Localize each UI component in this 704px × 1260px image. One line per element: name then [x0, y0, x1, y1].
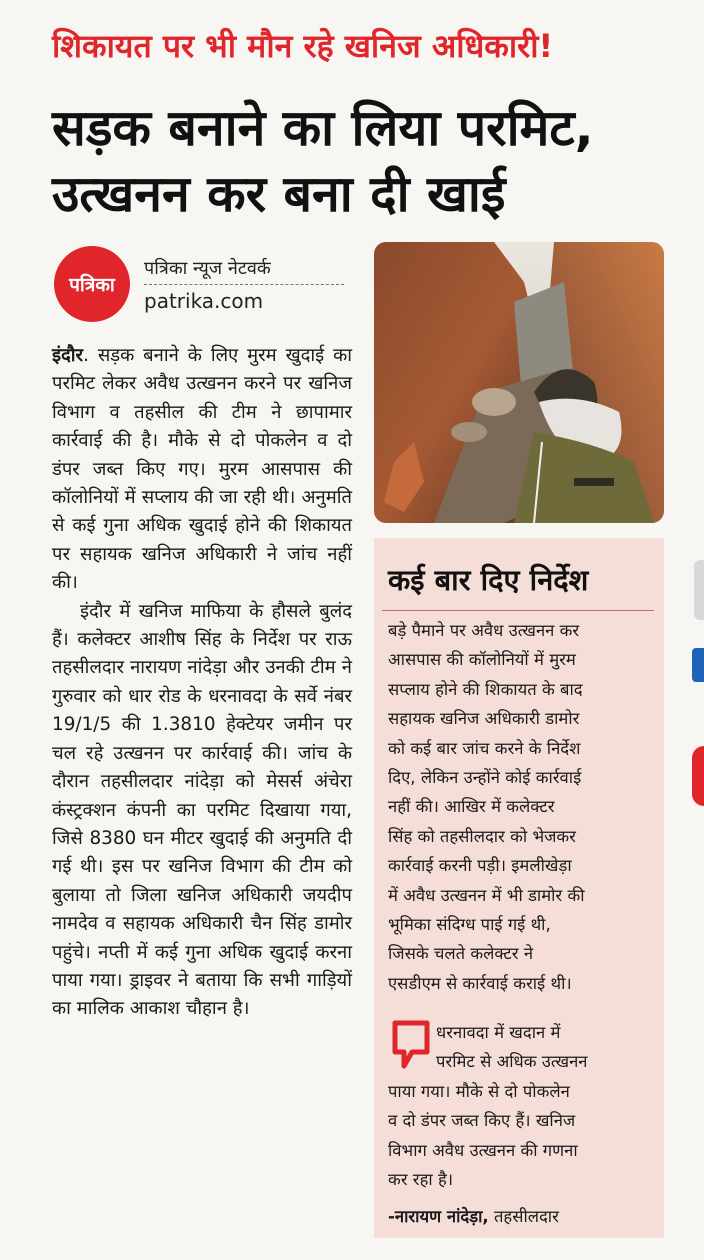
- main-headline: [52, 95, 692, 227]
- sidebar-divider: [382, 610, 654, 611]
- sidebar-line: आसपास की कॉलोनियों में मुरम: [388, 650, 576, 670]
- quote-icon: [392, 1020, 430, 1070]
- sidebar-line: सहायक खनिज अधिकारी डामोर: [388, 709, 580, 729]
- article-paragraph-1: [52, 342, 352, 598]
- article-body: [52, 342, 352, 1024]
- headline-line-1: सड़क बनाने का लिया परमिट,: [52, 99, 594, 157]
- sidebar-line: नहीं की। आखिर में कलेक्टर: [388, 797, 555, 817]
- news-photo: [374, 242, 664, 523]
- sidebar-line: में अवैध उत्खनन में भी डामोर की: [388, 885, 585, 905]
- sidebar-line: भूमिका संदिग्ध पाई गई थी,: [388, 915, 551, 935]
- logo-text: पत्रिका: [69, 274, 115, 296]
- sidebar-line: बड़े पैमाने पर अवैध उत्खनन कर: [388, 621, 580, 640]
- quote-line: कर रहा है।: [388, 1170, 454, 1190]
- sidebar-box: [374, 538, 664, 1238]
- quote-role: तहसीलदार: [488, 1207, 559, 1227]
- quote-line: विभाग अवैध उत्खनन की गणना: [388, 1140, 578, 1160]
- official-quote: [388, 1018, 656, 1232]
- paragraph-1-text: . सड़क बनाने के लिए मुरम खुदाई का परमिट लेकर अवैध उत्खनन करने पर खनिज विभाग व तहसील की टीम ने छापामार कार्रवाई की है। मौके से दो पोकलेन व दो डंपर जब्त किए गए। मुरम आसपास की कॉलोनियों में सप्लाय की जा रही थी। अनुमति से कई गुना अधिक खुदाई होने की शिकायत पर सहायक खनिज अधिकारी ने जांच नहीं की।: [52, 345, 352, 594]
- quote-author: -नारायण नांदेड़ा,: [388, 1207, 489, 1227]
- excavation-photo-illustration: [374, 242, 664, 523]
- quote-attribution: [388, 1202, 656, 1231]
- byline: [144, 256, 344, 313]
- adjacent-red-logo-edge: [692, 746, 704, 806]
- adjacent-grey-block: [694, 560, 704, 620]
- sidebar-box-text: [388, 616, 656, 998]
- sidebar-line: दिए, लेकिन उन्होंने कोई कार्रवाई: [388, 768, 582, 788]
- sidebar-line: सिंह को तहसीलदार को भेजकर: [388, 826, 576, 846]
- byline-network: पत्रिका न्यूज नेटवर्क: [144, 256, 344, 285]
- sidebar-line: सप्लाय होने की शिकायत के बाद: [388, 679, 583, 699]
- quote-line: पाया गया। मौके से दो पोकलेन: [388, 1081, 570, 1101]
- quote-line: व दो डंपर जब्त किए हैं। खनिज: [388, 1111, 576, 1131]
- dateline: इंदौर: [52, 345, 84, 366]
- sidebar-line: कार्रवाई करनी पड़ी। इमलीखेड़ा: [388, 856, 572, 876]
- sidebar-line: एसडीएम से कार्रवाई कराई थी।: [388, 973, 572, 993]
- patrika-logo: [54, 246, 130, 322]
- adjacent-blue-block: [692, 648, 704, 682]
- quote-line: परमिट से अधिक उत्खनन: [436, 1052, 588, 1072]
- sidebar-box-title: कई बार दिए निर्देश: [388, 563, 589, 597]
- sidebar-line: को कई बार जांच करने के निर्देश: [388, 738, 581, 758]
- article-paragraph-2: इंदौर में खनिज माफिया के हौसले बुलंद हैं। कलेक्टर आशीष सिंह के निर्देश पर राऊ तहसीलदार नारायण नांदेड़ा और उनकी टीम ने गुरुवार को धार रोड के धरनावदा के सर्वे नंबर 19/1/5 की 1.3810 हेक्टेयर जमीन पर चल रहे उत्खनन पर कार्रवाई की। जांच के दौरान तहसीलदार नांदेड़ा को मेसर्स अंचेरा कंस्ट्रक्शन कंपनी का परमिट दिखाया गया, जिसे 8380 घन मीटर खुदाई की अनुमति दी गई थी। इस पर खनिज विभाग की टीम को बुलाया तो जिला खनिज अधिकारी जयदीप नामदेव व सहायक अधिकारी चैन सिंह डामोर पहुंचे। नप्ती में कई गुना अधिक खुदाई करना पाया गया। ड्राइवर ने बताया कि सभी गाड़ियों का मालिक आकाश चौहान है।: [52, 600, 352, 1020]
- quote-line: धरनावदा में खदान में: [436, 1023, 561, 1042]
- byline-site: patrika.com: [144, 289, 264, 313]
- adjacent-column-edge: [688, 0, 704, 1260]
- headline-line-2: उत्खनन कर बना दी खाई: [52, 165, 506, 223]
- sidebar-line: जिसके चलते कलेक्टर ने: [388, 944, 534, 964]
- kicker-headline: शिकायत पर भी मौन रहे खनिज अधिकारी!: [52, 27, 554, 65]
